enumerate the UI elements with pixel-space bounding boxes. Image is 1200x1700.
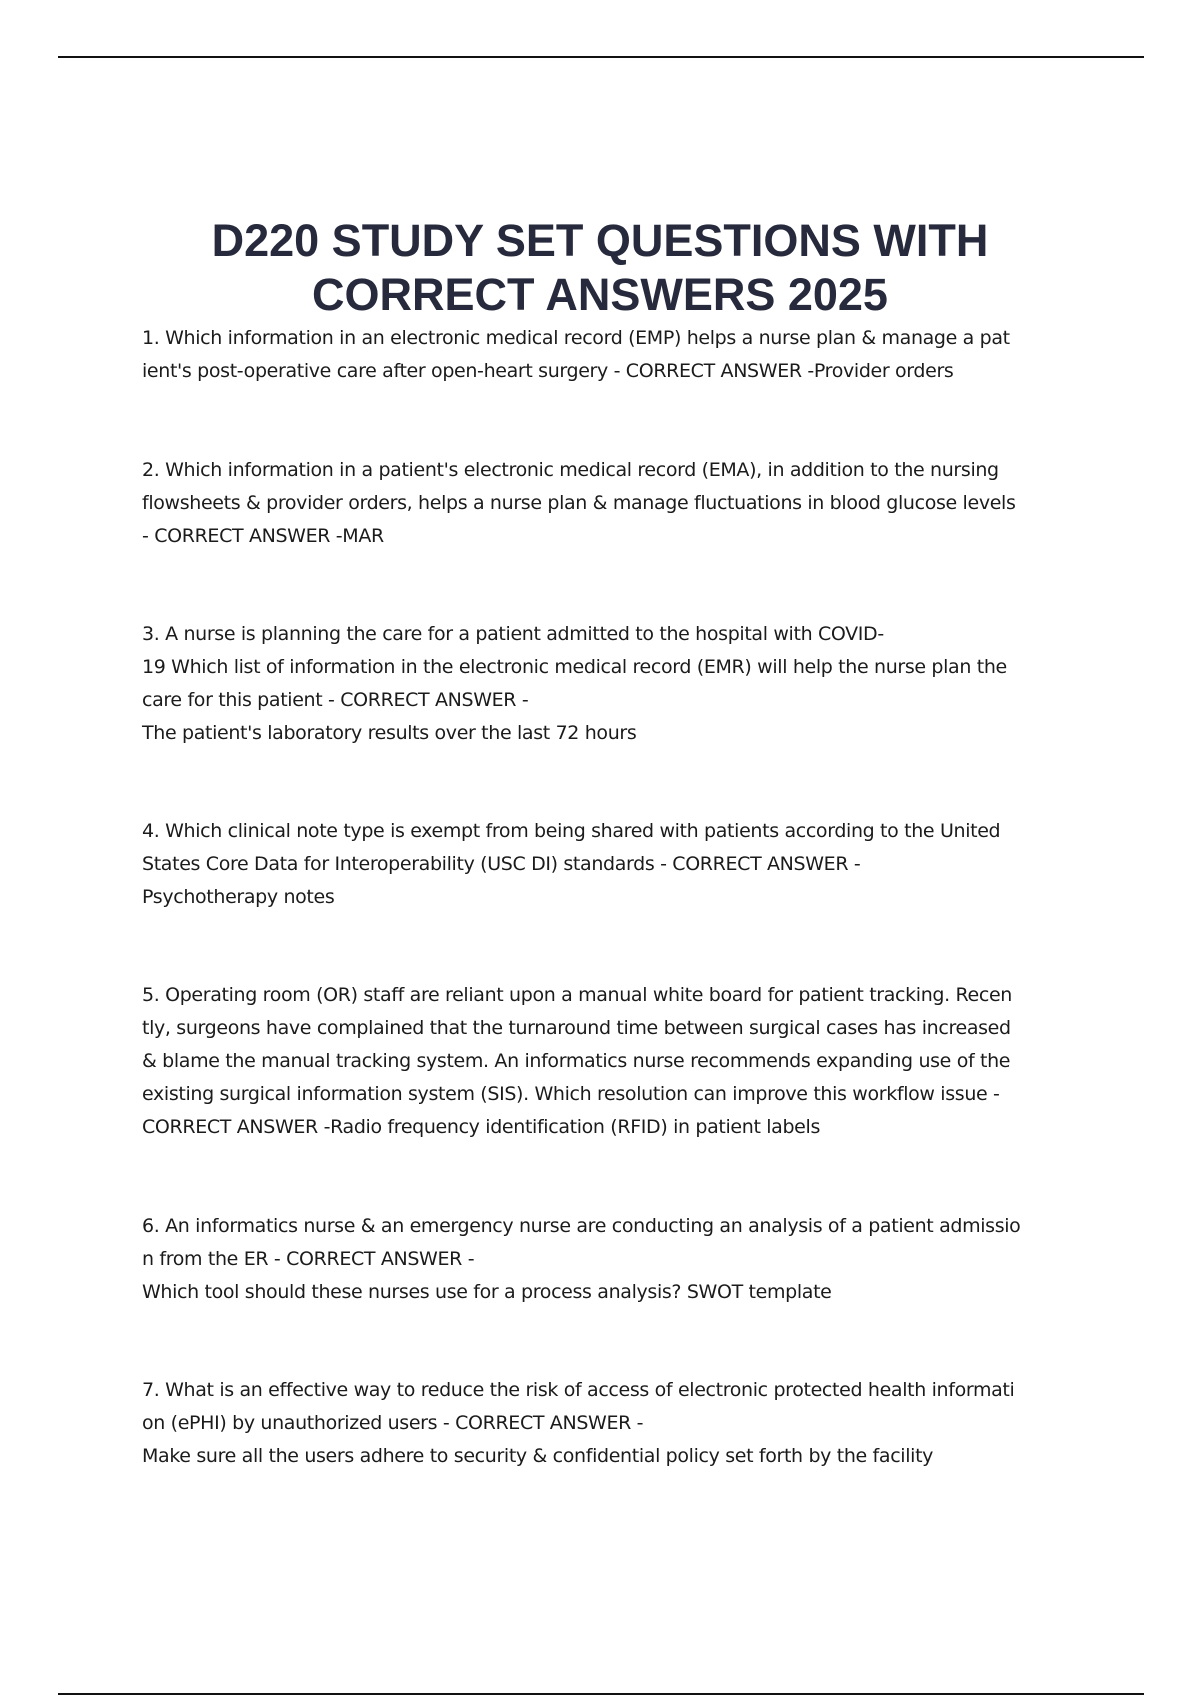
- question-4-line-1: 4. Which clinical note type is exempt from being shared with patients according to the United: [142, 820, 1001, 842]
- question-2-line-2: flowsheets & provider orders, helps a nurse plan & manage fluctuations in blood glucose levels: [142, 492, 1016, 514]
- footer-rule: [58, 1693, 1144, 1695]
- question-4-line-2: States Core Data for Interoperability (USC DI) standards - CORRECT ANSWER -: [142, 853, 861, 875]
- question-7: [142, 1374, 1062, 1473]
- question-5: [142, 979, 1062, 1144]
- question-2-line-1: 2. Which information in a patient's electronic medical record (EMA), in addition to the nursing: [142, 459, 999, 481]
- question-6-line-2: n from the ER - CORRECT ANSWER -: [142, 1248, 475, 1270]
- question-5-line-2: tly, surgeons have complained that the turnaround time between surgical cases has increased: [142, 1017, 1011, 1039]
- document-title-line-1: D220 STUDY SET QUESTIONS WITH: [211, 215, 989, 266]
- question-5-line-4: existing surgical information system (SIS). Which resolution can improve this workflow issue -: [142, 1083, 1000, 1105]
- question-7-line-2: on (ePHI) by unauthorized users - CORRECT ANSWER -: [142, 1412, 644, 1434]
- header-rule: [58, 56, 1144, 58]
- question-3-line-3: care for this patient - CORRECT ANSWER -: [142, 689, 529, 711]
- question-6-line-3: Which tool should these nurses use for a process analysis? SWOT template: [142, 1281, 832, 1303]
- question-7-line-3: Make sure all the users adhere to security & confidential policy set forth by the facility: [142, 1445, 934, 1467]
- question-3-line-4: The patient's laboratory results over the last 72 hours: [142, 722, 637, 744]
- question-6-line-1: 6. An informatics nurse & an emergency nurse are conducting an analysis of a patient admissio: [142, 1215, 1021, 1237]
- question-5-line-1: 5. Operating room (OR) staff are reliant upon a manual white board for patient tracking. Recen: [142, 984, 1012, 1006]
- question-1: [142, 322, 1062, 388]
- question-4-line-3: Psychotherapy notes: [142, 886, 335, 908]
- question-5-line-5: CORRECT ANSWER -Radio frequency identification (RFID) in patient labels: [142, 1116, 821, 1138]
- question-3-line-2: 19 Which list of information in the electronic medical record (EMR) will help the nurse plan the: [142, 656, 1007, 678]
- question-1-line-2: ient's post-operative care after open-heart surgery - CORRECT ANSWER -Provider orders: [142, 360, 954, 382]
- question-5-line-3: & blame the manual tracking system. An informatics nurse recommends expanding use of the: [142, 1050, 1011, 1072]
- question-1-line-1: 1. Which information in an electronic medical record (EMP) helps a nurse plan & manage a pat: [142, 327, 1010, 349]
- question-3-line-1: 3. A nurse is planning the care for a patient admitted to the hospital with COVID-: [142, 623, 884, 645]
- document-title: [100, 214, 1100, 322]
- question-3: [142, 618, 1062, 750]
- question-6: [142, 1210, 1062, 1309]
- question-2: [142, 454, 1062, 553]
- question-7-line-1: 7. What is an effective way to reduce the risk of access of electronic protected health informati: [142, 1379, 1015, 1401]
- question-2-line-3: - CORRECT ANSWER -MAR: [142, 525, 384, 547]
- document-title-line-2: CORRECT ANSWERS 2025: [312, 269, 888, 320]
- question-4: [142, 815, 1062, 914]
